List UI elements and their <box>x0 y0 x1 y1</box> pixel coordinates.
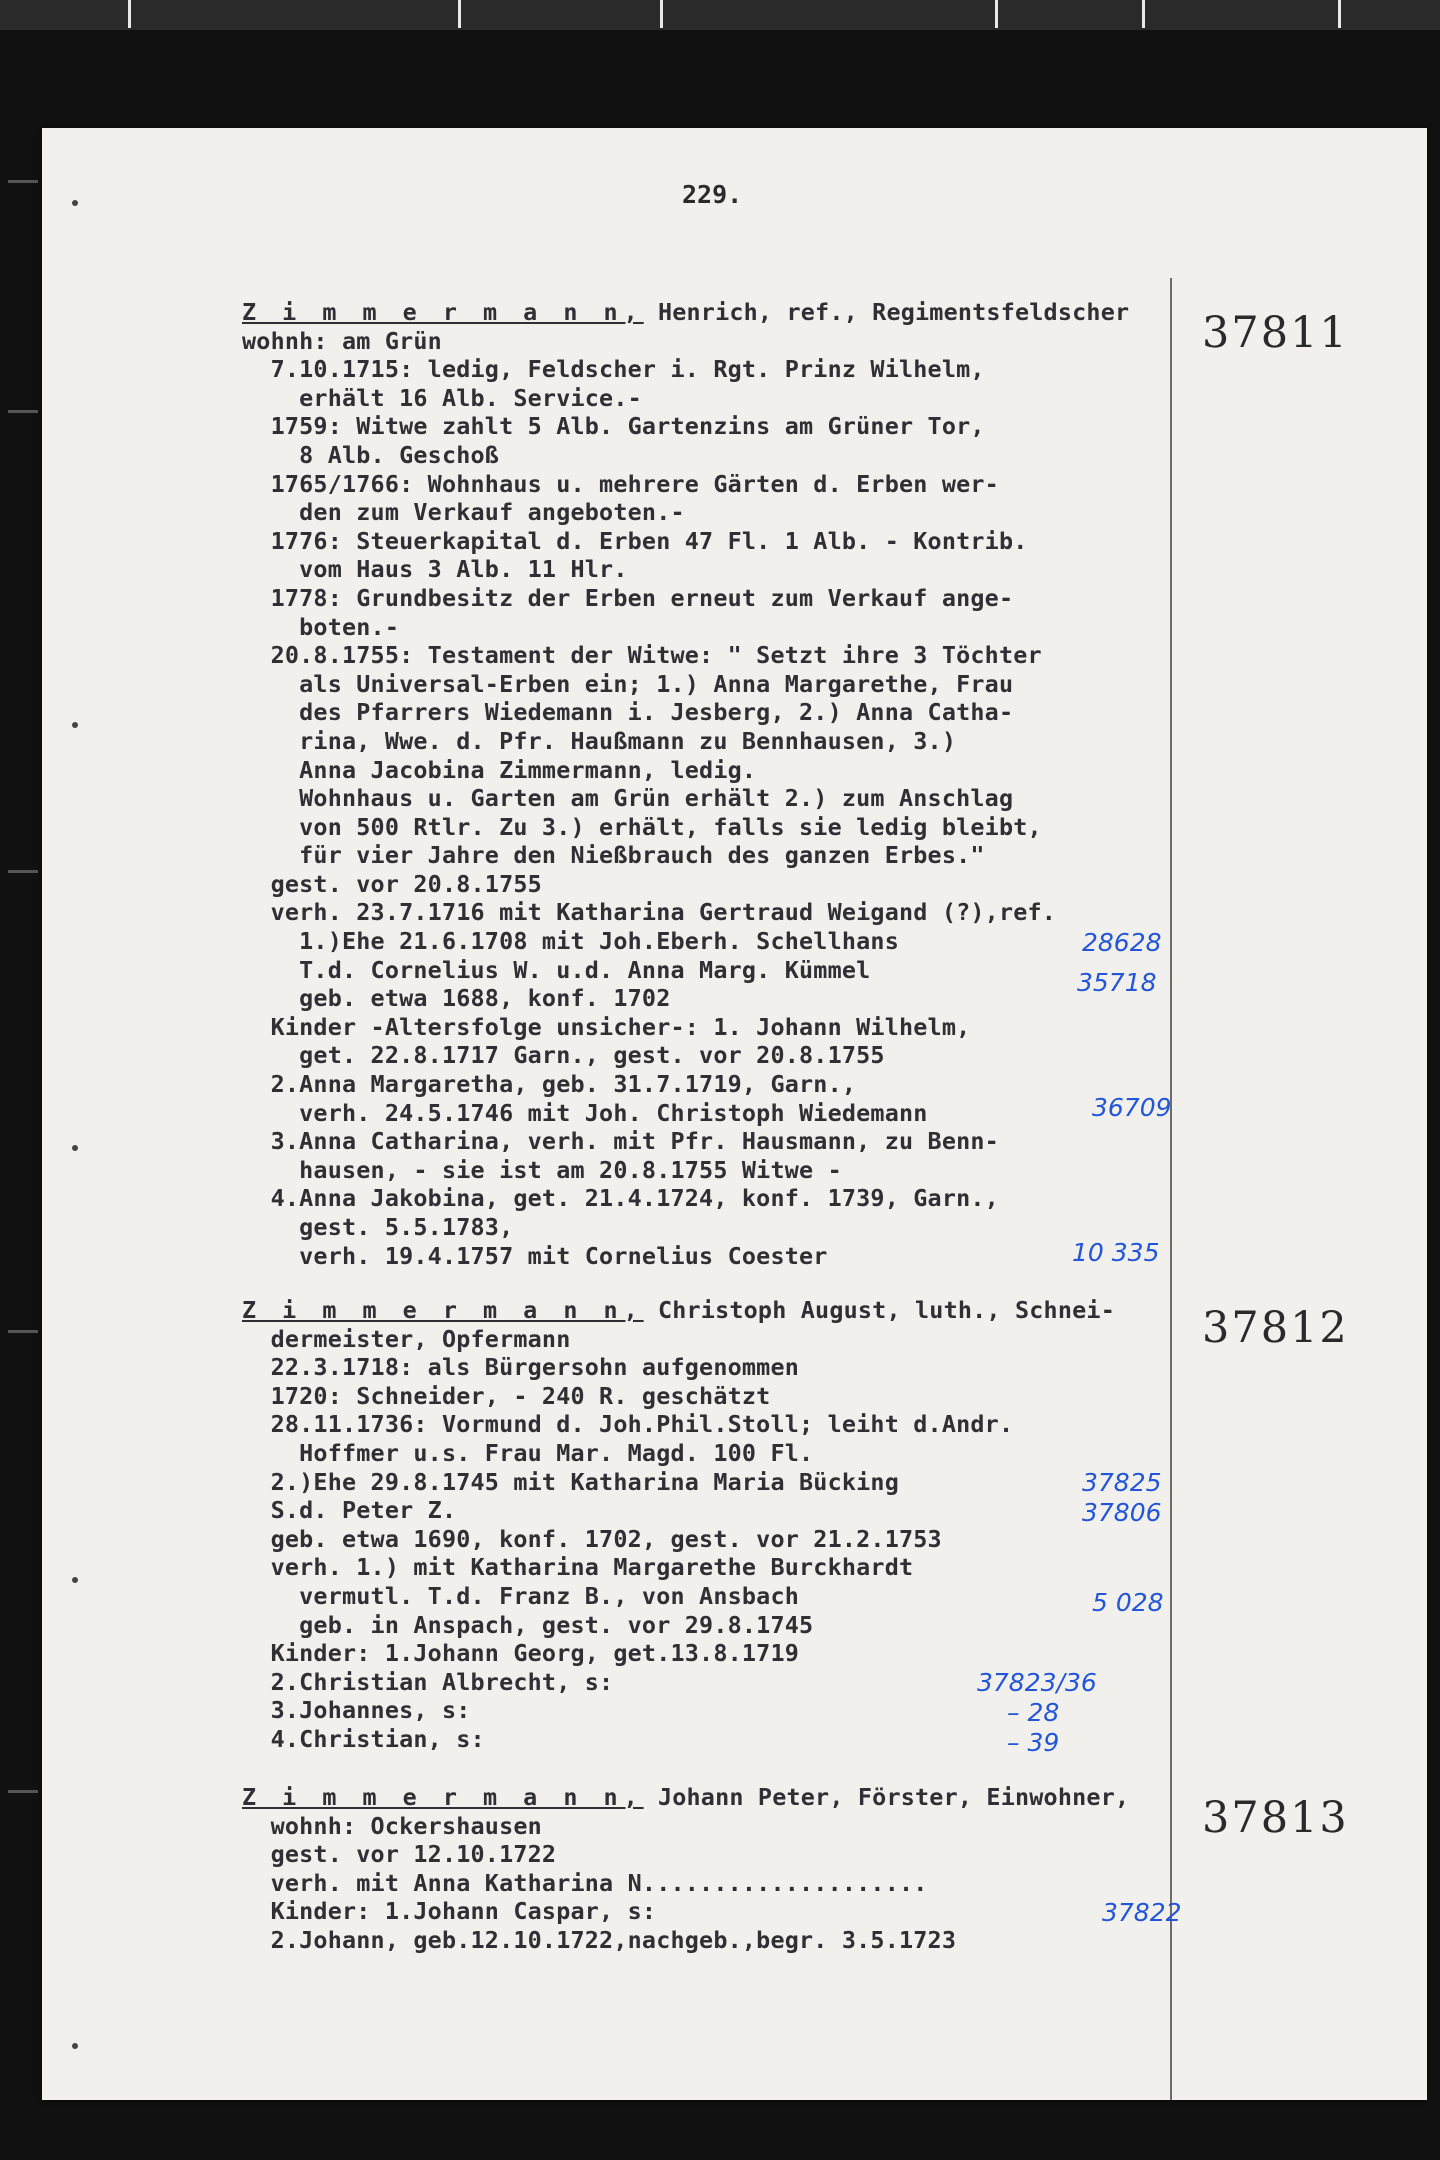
handwritten-reference: 37822 <box>1102 1898 1182 1927</box>
entry-line: 2.Johann, geb.12.10.1722,nachgeb.,begr. 3.5.1723 <box>242 1925 957 1954</box>
entry-line: 1778: Grundbesitz der Erben erneut zum Verkauf ange- <box>242 583 1014 612</box>
entry-line: als Universal-Erben ein; 1.) Anna Margarethe, Frau <box>242 669 1014 698</box>
entry-line: verh. mit Anna Katharina N.................... <box>242 1868 928 1897</box>
surname: Z i m m e r m a n n, <box>242 298 644 326</box>
entry-line: 1765/1766: Wohnhaus u. mehrere Gärten d. Erben wer- <box>242 469 999 498</box>
punch-dot <box>72 200 78 206</box>
heading-rest: Christoph August, luth., Schnei- <box>643 1296 1115 1324</box>
entry-line: 4.Anna Jakobina, get. 21.4.1724, konf. 1739, Garn., <box>242 1184 999 1213</box>
entry-line: verh. 23.7.1716 mit Katharina Gertraud Weigand (?),ref. <box>242 898 1057 927</box>
entry-line: Wohnhaus u. Garten am Grün erhält 2.) zum Anschlag <box>242 784 1014 813</box>
surname: Z i m m e r m a n n, <box>242 1296 644 1324</box>
entry-line: wohnh: Ockershausen <box>242 1811 542 1840</box>
entry-line: dermeister, Opfermann <box>242 1324 571 1353</box>
entry-line: 3.Johannes, s: <box>242 1696 471 1725</box>
handwritten-reference: – 39 <box>1007 1728 1060 1757</box>
heading-rest: Johann Peter, Förster, Einwohner, <box>643 1783 1130 1811</box>
entry-line: Hoffmer u.s. Frau Mar. Magd. 100 Fl. <box>242 1438 814 1467</box>
entry-line: 2.Anna Margaretha, geb. 31.7.1719, Garn., <box>242 1070 857 1099</box>
entry-line: vom Haus 3 Alb. 11 Hlr. <box>242 555 628 584</box>
entry-line: 8 Alb. Geschoß <box>242 440 500 469</box>
entry-line: 2.)Ehe 29.8.1745 mit Katharina Maria Bücking <box>242 1467 899 1496</box>
entry-line: Anna Jacobina Zimmermann, ledig. <box>242 755 757 784</box>
handwritten-reference: 28628 <box>1082 928 1162 957</box>
entry-line: 22.3.1718: als Bürgersohn aufgenommen <box>242 1353 800 1382</box>
film-mark <box>8 870 38 873</box>
entry-line: verh. 1.) mit Katharina Margarethe Burckhardt <box>242 1553 914 1582</box>
record-number: 37813 <box>1202 1793 1349 1843</box>
page-number: 229. <box>682 180 743 209</box>
entry-line: 7.10.1715: ledig, Feldscher i. Rgt. Prinz Wilhelm, <box>242 355 985 384</box>
entry-line: wohnh: am Grün <box>242 326 442 355</box>
edge-tick <box>458 0 461 28</box>
film-mark <box>8 1790 38 1793</box>
entry-line: boten.- <box>242 612 400 641</box>
scanner-edge <box>0 0 1440 30</box>
film-mark <box>8 410 38 413</box>
punch-dot <box>72 1577 78 1583</box>
film-mark <box>8 180 38 183</box>
handwritten-reference: 36709 <box>1092 1093 1172 1122</box>
entry-heading <box>242 1783 1129 1812</box>
entry-37813 <box>242 1783 1129 1955</box>
entry-line: erhält 16 Alb. Service.- <box>242 383 642 412</box>
entry-line: den zum Verkauf angeboten.- <box>242 498 685 527</box>
entry-line: geb. etwa 1690, konf. 1702, gest. vor 21.2.1753 <box>242 1524 942 1553</box>
edge-tick <box>1142 0 1145 28</box>
handwritten-reference: 35718 <box>1077 968 1157 997</box>
handwritten-reference: 5 028 <box>1092 1588 1164 1617</box>
entry-line: get. 22.8.1717 Garn., gest. vor 20.8.1755 <box>242 1041 885 1070</box>
entry-line: 3.Anna Catharina, verh. mit Pfr. Hausmann, zu Benn- <box>242 1127 999 1156</box>
punch-dot <box>72 722 78 728</box>
margin-rule <box>1170 278 1172 2100</box>
film-mark <box>8 1330 38 1333</box>
entry-line: 1759: Witwe zahlt 5 Alb. Gartenzins am Grüner Tor, <box>242 412 985 441</box>
record-number: 37811 <box>1202 308 1349 358</box>
edge-tick <box>995 0 998 28</box>
handwritten-reference: – 28 <box>1007 1698 1060 1727</box>
record-number: 37812 <box>1202 1303 1349 1353</box>
entry-line: vermutl. T.d. Franz B., von Ansbach <box>242 1581 800 1610</box>
entry-line: verh. 19.4.1757 mit Cornelius Coester <box>242 1241 828 1270</box>
entry-line: gest. vor 20.8.1755 <box>242 869 542 898</box>
entry-line: 1.)Ehe 21.6.1708 mit Joh.Eberh. Schellhans <box>242 927 899 956</box>
handwritten-reference: 37825 <box>1082 1468 1162 1497</box>
edge-tick <box>128 0 131 28</box>
entry-37811 <box>242 298 1129 1270</box>
surname: Z i m m e r m a n n, <box>242 1783 644 1811</box>
entry-line: Kinder: 1.Johann Caspar, s: <box>242 1897 657 1926</box>
entry-line: für vier Jahre den Nießbrauch des ganzen Erbes." <box>242 841 985 870</box>
entry-line: Kinder: 1.Johann Georg, get.13.8.1719 <box>242 1639 800 1668</box>
punch-dot <box>72 2043 78 2049</box>
entry-line: rina, Wwe. d. Pfr. Haußmann zu Bennhausen, 3.) <box>242 726 957 755</box>
entry-line: Kinder -Altersfolge unsicher-: 1. Johann Wilhelm, <box>242 1012 971 1041</box>
entry-line: 1776: Steuerkapital d. Erben 47 Fl. 1 Alb. - Kontrib. <box>242 526 1028 555</box>
entry-line: gest. vor 12.10.1722 <box>242 1840 557 1869</box>
entry-line: 4.Christian, s: <box>242 1724 485 1753</box>
entry-line: 1720: Schneider, - 240 R. geschätzt <box>242 1381 771 1410</box>
heading-rest: Henrich, ref., Regimentsfeldscher <box>643 298 1130 326</box>
edge-tick <box>1338 0 1341 28</box>
entry-line: verh. 24.5.1746 mit Joh. Christoph Wiedemann <box>242 1098 928 1127</box>
entry-line: T.d. Cornelius W. u.d. Anna Marg. Kümmel <box>242 955 871 984</box>
index-card-page <box>42 128 1427 2100</box>
entry-heading <box>242 298 1129 327</box>
entry-line: des Pfarrers Wiedemann i. Jesberg, 2.) Anna Catha- <box>242 698 1014 727</box>
entry-line: von 500 Rtlr. Zu 3.) erhält, falls sie ledig bleibt, <box>242 812 1042 841</box>
handwritten-reference: 37823/36 <box>977 1668 1097 1697</box>
handwritten-reference: 37806 <box>1082 1498 1162 1527</box>
entry-line: 2.Christian Albrecht, s: <box>242 1667 614 1696</box>
edge-tick <box>660 0 663 28</box>
punch-dot <box>72 1145 78 1151</box>
entry-line: 28.11.1736: Vormund d. Joh.Phil.Stoll; leiht d.Andr. <box>242 1410 1014 1439</box>
entry-line: geb. in Anspach, gest. vor 29.8.1745 <box>242 1610 814 1639</box>
entry-line: hausen, - sie ist am 20.8.1755 Witwe - <box>242 1155 842 1184</box>
entry-heading <box>242 1296 1115 1325</box>
handwritten-reference: 10 335 <box>1072 1238 1160 1267</box>
entry-line: gest. 5.5.1783, <box>242 1213 514 1241</box>
entry-line: 20.8.1755: Testament der Witwe: " Setzt ihre 3 Töchter <box>242 641 1042 670</box>
entry-line: geb. etwa 1688, konf. 1702 <box>242 984 671 1013</box>
entry-line: S.d. Peter Z. <box>242 1496 457 1525</box>
